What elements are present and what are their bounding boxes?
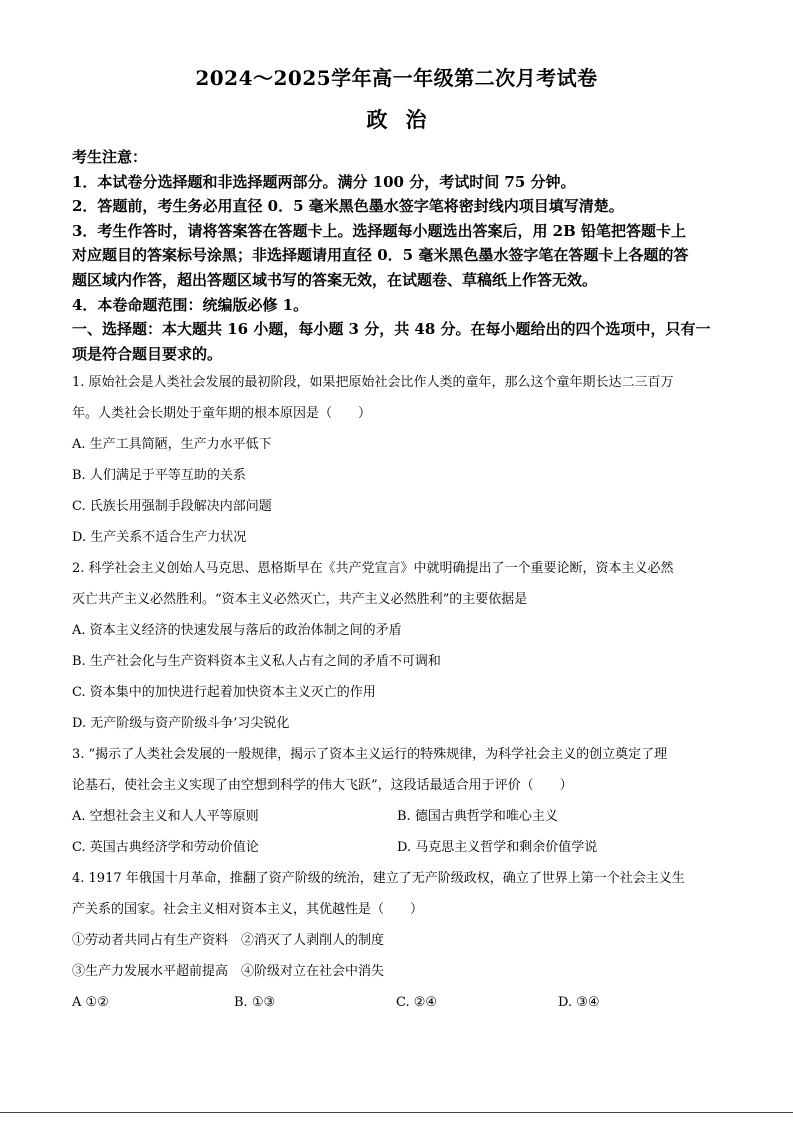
option-c: C. ②④ — [396, 995, 438, 1010]
option-a: A. 空想社会主义和人人平等原则 — [72, 809, 259, 824]
question-4 — [72, 863, 732, 1018]
question-stem: 产关系的国家。社会主义相对资本主义，其优越性是（ ） — [72, 902, 424, 917]
subject-heading: 政治 — [366, 107, 445, 132]
option-a: A ①② — [72, 995, 109, 1010]
section-heading-line-2: 项是符合题目要求的。 — [72, 344, 223, 363]
question-stem: 年。人类社会长期处于童年期的根本原因是（ ） — [72, 406, 372, 421]
option-c: C. 资本集中的加快进行起着加快资本主义灭亡的作用 — [72, 685, 376, 700]
option-b: B. 德国古典哲学和唯心主义 — [397, 809, 558, 824]
option-c: C. 英国古典经济学和劳动价值论 — [72, 840, 259, 855]
notice-item-3-line-3: 题区域内作答，超出答题区域书写的答案无效，在试题卷、草稿纸上作答无效。 — [72, 270, 598, 289]
options-row — [72, 832, 732, 863]
question-stem: 论基石，使社会主义实现了由空想到科学的伟大飞跃”，这段话最适合用于评价（ ） — [72, 778, 573, 793]
option-c: C. 氏族长用强制手段解决内部问题 — [72, 499, 272, 514]
option-b: B. 人们满足于平等互助的关系 — [72, 468, 246, 483]
question-stem: 4. 1917 年俄国十月革命，推翻了资产阶级的统治，建立了无产阶级政权，确立了世界上第一个社会主义生 — [72, 871, 685, 886]
notice-item-3-line-2: 对应题目的答案标号涂黑；非选择题请用直径 0．5 毫米黑色墨水签字笔在答题卡上各题的答 — [72, 246, 689, 265]
option-d: D. 马克思主义哲学和剩余价值学说 — [397, 840, 598, 855]
notice-item-3-line-1: 3．考生作答时，请将答案答在答题卡上。选择题每小题选出答案后，用 2B 铅笔把答题卡上 — [72, 221, 687, 240]
notice-item-1: 1．本试卷分选择题和非选择题两部分。满分 100 分，考试时间 75 分钟。 — [72, 172, 576, 191]
option-a: A. 生产工具简陋，生产力水平低下 — [72, 437, 272, 452]
question-stem: 灭亡共产主义必然胜利。“资本主义必然灭亡，共产主义必然胜利”的主要依据是 — [72, 592, 528, 607]
question-stem: 3. “揭示了人类社会发展的一般规律，揭示了资本主义运行的特殊规律，为科学社会主义的创立奠定了理 — [72, 747, 668, 762]
page-bottom-rule — [0, 1112, 793, 1113]
notice-item-2: 2．答题前，考生务必用直径 0．5 毫米黑色墨水签字笔将密封线内项目填写清楚。 — [72, 197, 624, 216]
option-b: B. 生产社会化与生产资料资本主义私人占有之间的矛盾不可调和 — [72, 654, 441, 669]
option-a: A. 资本主义经济的快速发展与落后的政治体制之间的矛盾 — [72, 623, 402, 638]
question-3 — [72, 739, 732, 863]
exam-notice — [72, 145, 732, 366]
notice-heading: 考生注意： — [72, 148, 148, 166]
notice-item-4: 4．本卷命题范围：统编版必修 1。 — [72, 295, 309, 314]
question-2 — [72, 553, 732, 739]
question-stem: 2. 科学社会主义创始人马克思、恩格斯早在《共产党宣言》中就明确提出了一个重要论断，资本主义必然 — [72, 561, 674, 576]
option-b: B. ①③ — [234, 995, 276, 1010]
statement-list: ①劳动者共同占有生产资料 ②消灭了人剥削人的制度 — [72, 933, 385, 948]
option-d: D. 无产阶级与资产阶级斗争’习尖锐化 — [72, 716, 290, 731]
options-row — [72, 801, 732, 832]
options-row — [72, 987, 732, 1018]
statement-list: ③生产力发展水平超前提高 ④阶级对立在社会中消失 — [72, 964, 385, 979]
question-1 — [72, 367, 732, 553]
section-heading-line-1: 一、选择题：本大题共 16 小题，每小题 3 分，共 48 分。在每小题给出的四个选项中，只有一 — [72, 320, 711, 339]
question-stem: 1. 原始社会是人类社会发展的最初阶段，如果把原始社会比作人类的童年，那么这个童年期长达二三百万 — [72, 375, 674, 390]
option-d: D. 生产关系不适合生产力状况 — [72, 530, 247, 545]
exam-title: 2024～2025学年高一年级第二次月考试卷 — [195, 66, 598, 90]
option-d: D. ③④ — [558, 995, 600, 1010]
